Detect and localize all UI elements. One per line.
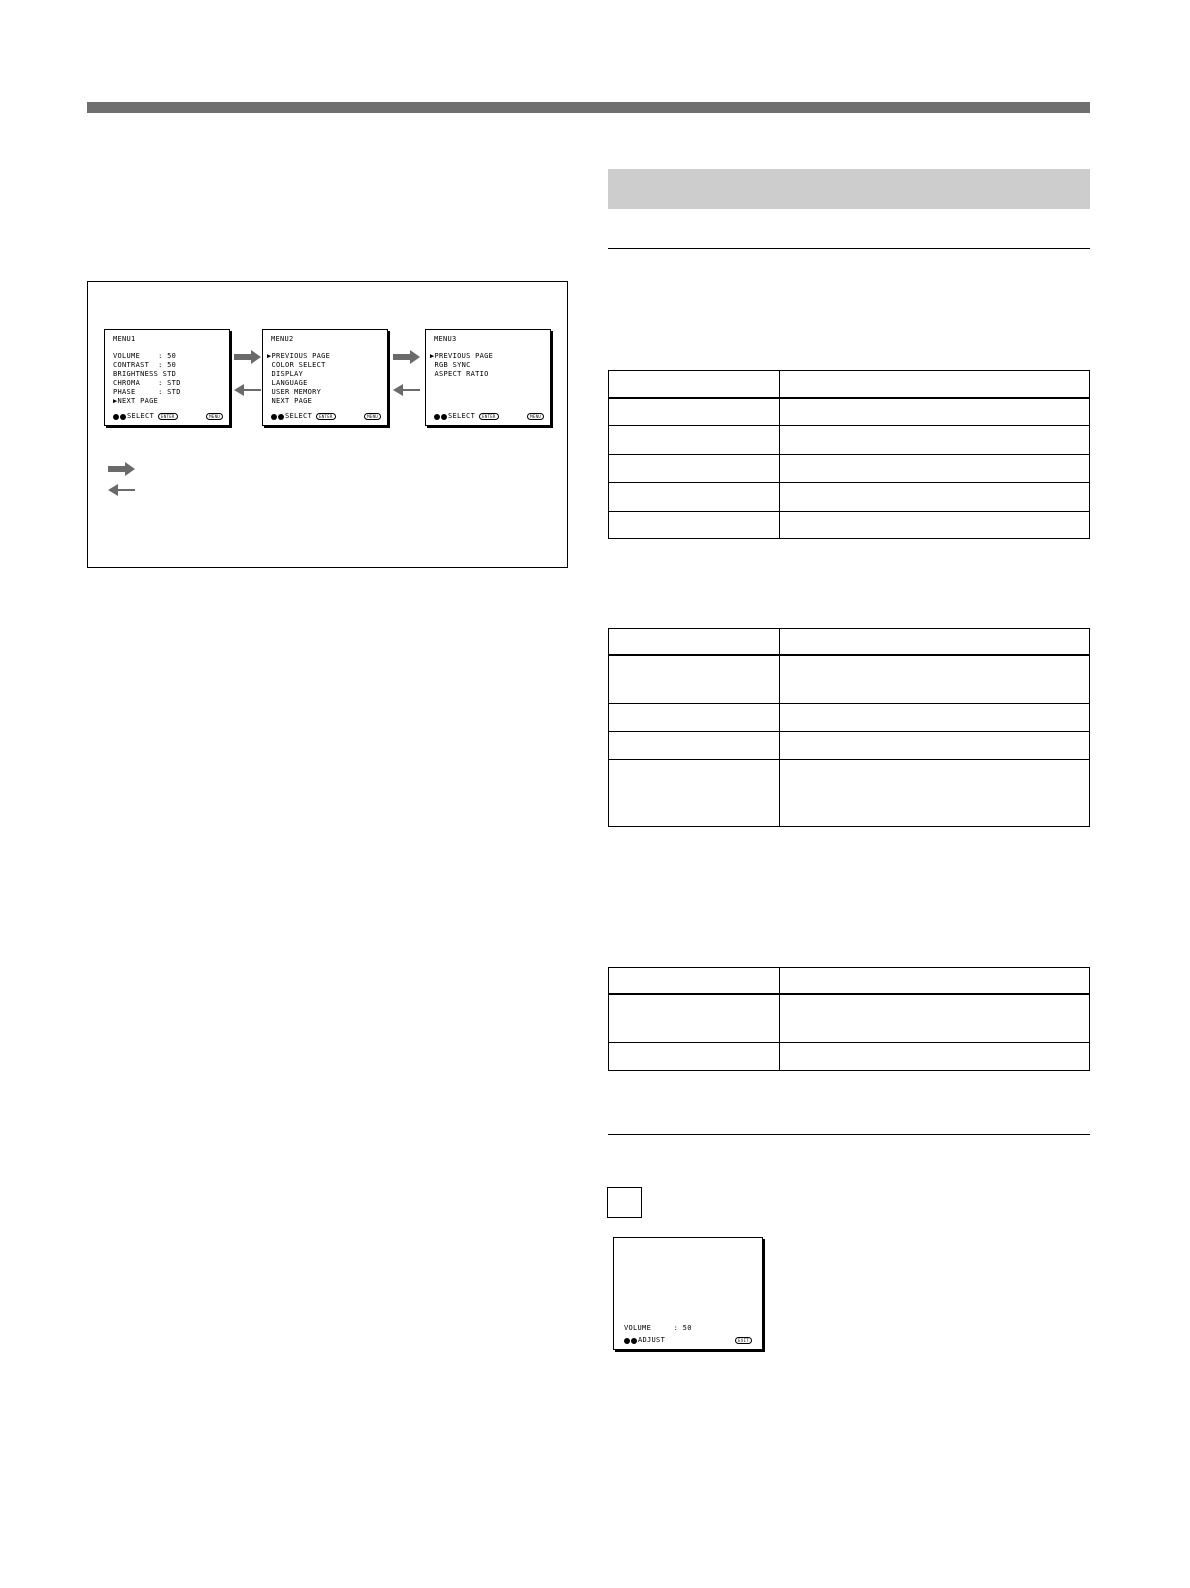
table-cell — [609, 760, 780, 827]
volume-screen — [613, 1237, 763, 1350]
section-heading-box — [608, 169, 1090, 209]
arrow-right-icon — [234, 350, 262, 364]
knob-icon — [441, 414, 447, 420]
exit-pill: EXIT — [735, 1337, 752, 1344]
table-cell — [780, 760, 1090, 827]
table-cell — [609, 426, 780, 455]
knob-icon — [113, 414, 119, 420]
arrow-right-icon — [393, 350, 421, 364]
legend-arrow-right-icon — [108, 462, 136, 476]
table-cell — [780, 629, 1090, 655]
menu-screen-1 — [104, 329, 230, 426]
table-cell — [609, 1043, 780, 1071]
table-3 — [608, 967, 1090, 1071]
menu-item: ASPECT RATIO — [430, 370, 489, 378]
menu-item: LANGUAGE — [267, 379, 308, 387]
menu-screen-3 — [425, 329, 551, 426]
menu-pill: MENU — [527, 413, 544, 420]
table-cell — [609, 455, 780, 483]
table-2 — [608, 628, 1090, 827]
table-cell — [780, 732, 1090, 760]
menu-item: RGB SYNC — [430, 361, 471, 369]
header-bar — [87, 102, 1090, 113]
table-cell — [780, 398, 1090, 426]
menu-screen-2 — [262, 329, 388, 426]
menu-title: MENU1 — [113, 335, 136, 343]
table-cell — [609, 512, 780, 539]
table-cell — [609, 655, 780, 704]
table-cell — [780, 704, 1090, 732]
menu-item: NEXT PAGE — [267, 397, 313, 405]
table-cell — [780, 1043, 1090, 1071]
menu-item: VOLUME : 50 — [113, 352, 177, 360]
menu-item: ▶NEXT PAGE — [113, 397, 159, 405]
menu-diagram — [87, 281, 568, 568]
menu-item: BRIGHTNESS STD — [113, 370, 177, 378]
menu-item: ▶PREVIOUS PAGE — [267, 352, 331, 360]
footer-label: SELECT — [127, 412, 155, 420]
menu-title: MENU2 — [271, 335, 294, 343]
table-1 — [608, 370, 1090, 539]
table-cell — [609, 732, 780, 760]
table-cell — [780, 455, 1090, 483]
table-cell — [609, 968, 780, 994]
table-cell — [780, 426, 1090, 455]
menu-pill: MENU — [206, 413, 223, 420]
footer-label: SELECT — [285, 412, 313, 420]
menu-item: CHROMA : STD — [113, 379, 181, 387]
menu-item: ▶PREVIOUS PAGE — [430, 352, 494, 360]
enter-pill: ENTER — [479, 413, 499, 420]
enter-pill: ENTER — [158, 413, 178, 420]
table-cell — [780, 371, 1090, 398]
table-cell — [780, 655, 1090, 704]
table-cell — [609, 994, 780, 1043]
enter-pill: ENTER — [316, 413, 336, 420]
menu-pill: MENU — [364, 413, 381, 420]
knob-icon — [120, 414, 126, 420]
table-cell — [780, 994, 1090, 1043]
knob-icon — [434, 414, 440, 420]
section-rule — [608, 248, 1090, 249]
table-cell — [609, 704, 780, 732]
step-number-box — [607, 1187, 642, 1218]
arrow-left-icon — [234, 384, 262, 396]
footer-label: SELECT — [448, 412, 476, 420]
menu-title: MENU3 — [434, 335, 457, 343]
table-cell — [609, 483, 780, 512]
table-cell — [609, 629, 780, 655]
menu-item: COLOR SELECT — [267, 361, 326, 369]
table-cell — [780, 512, 1090, 539]
menu-item: PHASE : STD — [113, 388, 181, 396]
legend-arrow-left-icon — [108, 484, 136, 496]
table-cell — [609, 398, 780, 426]
arrow-left-icon — [393, 384, 421, 396]
knob-icon — [631, 1338, 637, 1344]
table-cell — [609, 371, 780, 398]
table-cell — [780, 483, 1090, 512]
knob-icon — [271, 414, 277, 420]
section-rule — [608, 1134, 1090, 1135]
menu-item: CONTRAST : 50 — [113, 361, 177, 369]
knob-icon — [624, 1338, 630, 1344]
knob-icon — [278, 414, 284, 420]
menu-item: DISPLAY — [267, 370, 304, 378]
volume-line: VOLUME : 50 — [624, 1324, 692, 1332]
menu-item: USER MEMORY — [267, 388, 322, 396]
footer-label: ADJUST — [638, 1336, 666, 1344]
table-cell — [780, 968, 1090, 994]
